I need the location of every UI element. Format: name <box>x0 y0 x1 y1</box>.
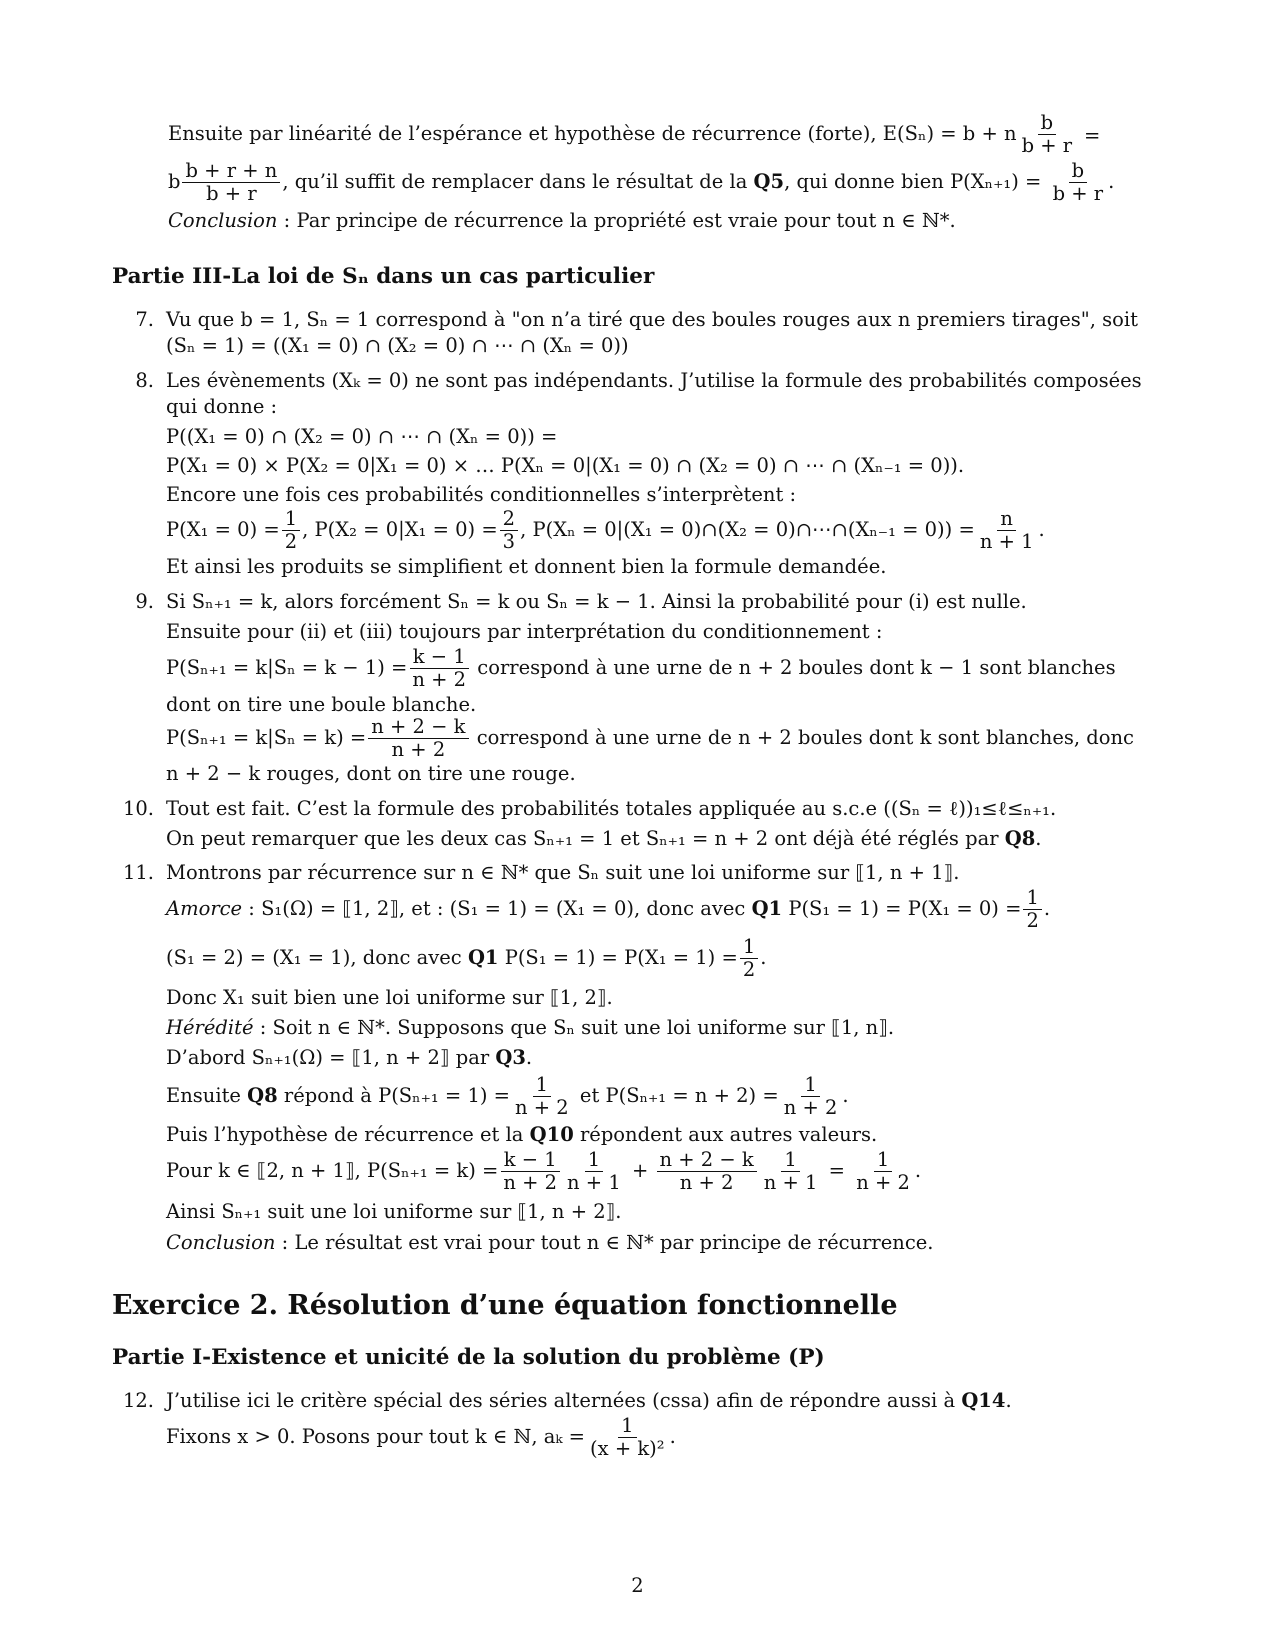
frac-num: k − 1 <box>501 1149 560 1172</box>
frac-den: b + r <box>1021 134 1073 157</box>
period: . <box>669 1425 676 1448</box>
fraction <box>409 646 469 691</box>
frac-num: 1 <box>781 1149 799 1172</box>
frac-den: b + r <box>206 182 257 205</box>
period: . <box>914 1159 922 1182</box>
q9-line-4: dont on tire une boule blanche. <box>166 693 477 716</box>
frac-num: 1 <box>533 1074 551 1097</box>
frac-num: 1 <box>740 936 758 959</box>
equals-sign: = <box>828 1159 846 1182</box>
period: . <box>1005 1389 1012 1412</box>
frac-num: 1 <box>1023 887 1041 910</box>
q7-number: 7. <box>135 308 154 331</box>
q11-line-11 <box>166 1231 934 1255</box>
period: . <box>760 946 767 969</box>
frac-num: 1 <box>282 508 300 531</box>
frac-den: n + 2 <box>515 1096 569 1119</box>
frac-num: 1 <box>874 1149 892 1172</box>
q11-line-10: Ainsi Sₙ₊₁ suit une loi uniforme sur ⟦1, n + 2⟧. <box>166 1200 622 1223</box>
q11-line-6 <box>166 1046 532 1070</box>
formula-part: P(S₁ = 1) = P(X₁ = 1) = <box>498 946 738 969</box>
intro-eq: = <box>1084 124 1101 147</box>
formula-part: Fixons x > 0. Posons pour tout k ∈ ℕ, aₖ = <box>166 1425 586 1448</box>
q9-line-2: Ensuite pour (ii) et (iii) toujours par interprétation du conditionnement : <box>166 620 883 643</box>
fraction <box>1023 887 1041 932</box>
fraction <box>853 1149 913 1194</box>
fraction <box>368 716 468 761</box>
q11-line-4: Donc X₁ suit bien une loi uniforme sur ⟦1, 2⟧. <box>166 986 613 1009</box>
fraction <box>587 1415 668 1460</box>
fraction <box>657 1149 757 1194</box>
fraction <box>500 1149 560 1194</box>
intro-conclusion <box>168 209 956 233</box>
q10-line-2 <box>166 827 1041 851</box>
q11-line-5 <box>166 1016 894 1040</box>
conclusion-label: Conclusion <box>168 209 278 232</box>
frac-num: b <box>1038 112 1056 135</box>
amorce-label: Amorce <box>166 897 243 920</box>
formula-text: J’utilise ici le critère spécial des séries alternées (cssa) afin de répondre aussi à <box>166 1389 962 1412</box>
q11-line-1: Montrons par récurrence sur n ∈ ℕ* que Sₙ suit une loi uniforme sur ⟦1, n + 1⟧. <box>166 861 960 884</box>
fraction <box>500 508 518 553</box>
q9-number: 9. <box>135 590 154 613</box>
frac-num: 1 <box>585 1149 603 1172</box>
q10-line-1: Tout est fait. C’est la formule des probabilités totales appliquée au s.c.e ((Sₙ = ℓ))₁≤ℓ≤ₙ₊₁. <box>166 797 1057 820</box>
formula-text: : Soit n ∈ ℕ*. Supposons que Sₙ suit une loi uniforme sur ⟦1, n⟧. <box>253 1016 895 1039</box>
formula-text: Puis l’hypothèse de récurrence et la <box>166 1123 530 1146</box>
formula-part: , P(Xₙ = 0|(X₁ = 0)∩(X₂ = 0)∩⋯∩(Xₙ₋₁ = 0)) = <box>520 518 975 541</box>
formula-text: correspond à une urne de n + 2 boules dont k − 1 sont blanches <box>471 656 1116 679</box>
frac-den: b + r <box>1052 182 1104 205</box>
period: . <box>842 1084 849 1107</box>
q10-number: 10. <box>122 797 154 820</box>
formula-part: P(S₁ = 1) = P(X₁ = 0) = <box>782 897 1022 920</box>
q9-line-6: n + 2 − k rouges, dont on tire une rouge. <box>166 762 576 785</box>
period: . <box>1038 518 1045 541</box>
frac-den: n + 2 <box>503 1171 558 1194</box>
exercise2-heading: Exercice 2. Résolution d’une équation fonctionnelle <box>112 1290 898 1321</box>
frac-num: 1 <box>618 1415 636 1438</box>
formula-part: répond à P(Sₙ₊₁ = 1) = <box>277 1084 511 1107</box>
fraction <box>282 508 300 553</box>
formula-text: correspond à une urne de n + 2 boules dont k sont blanches, donc <box>470 726 1134 749</box>
frac-num: 1 <box>801 1074 819 1097</box>
fraction <box>761 1149 821 1194</box>
question-ref: Q3 <box>495 1046 526 1069</box>
question-ref: Q1 <box>751 897 783 920</box>
question-ref: Q5 <box>753 170 785 193</box>
frac-den: n + 1 <box>567 1171 621 1194</box>
intro-pre: b <box>168 170 181 193</box>
period: . <box>1035 827 1042 850</box>
frac-num: k − 1 <box>410 646 469 669</box>
q11-number: 11. <box>122 861 154 884</box>
frac-den: (x + k)² <box>590 1437 665 1460</box>
fraction <box>977 508 1037 553</box>
frac-num: n + 2 − k <box>368 716 468 739</box>
q11-line-3 <box>166 936 766 981</box>
fraction <box>1019 112 1076 157</box>
frac-den: 2 <box>1026 909 1039 932</box>
period: . <box>1043 897 1051 920</box>
q9-line-5 <box>166 716 1134 761</box>
conclusion-text: : Le résultat est vrai pour tout n ∈ ℕ* par principe de récurrence. <box>275 1231 934 1254</box>
frac-num: n + 2 − k <box>657 1149 757 1172</box>
frac-den: n + 2 <box>856 1171 910 1194</box>
frac-den: n + 2 <box>391 738 446 761</box>
question-ref: Q10 <box>529 1123 574 1146</box>
formula-part: P(Sₙ₊₁ = k|Sₙ = k) = <box>166 726 367 749</box>
frac-num: b <box>1069 160 1087 183</box>
plus-sign: + <box>631 1159 649 1182</box>
q8-line-2: qui donne : <box>166 395 278 418</box>
formula-part: , P(X₂ = 0|X₁ = 0) = <box>302 518 498 541</box>
frac-den: 2 <box>284 530 298 553</box>
frac-num: n <box>997 508 1016 531</box>
formula-part: P(Sₙ₊₁ = k|Sₙ = k − 1) = <box>166 656 408 679</box>
frac-den: 2 <box>742 958 756 981</box>
q8-line-6 <box>166 508 1045 553</box>
fraction <box>182 160 280 205</box>
fraction <box>564 1149 624 1194</box>
q11-line-7 <box>166 1074 849 1119</box>
page-number: 2 <box>631 1574 644 1597</box>
intro-text-1: Ensuite par linéarité de l’espérance et hypothèse de récurrence (forte), E(Sₙ) = b + n <box>168 122 1017 145</box>
q12-line-1 <box>166 1389 1012 1413</box>
frac-den: n + 2 <box>783 1096 838 1119</box>
frac-den: n + 1 <box>763 1171 818 1194</box>
question-ref: Q1 <box>467 946 499 969</box>
formula-text: D’abord Sₙ₊₁(Ω) = ⟦1, n + 2⟧ par <box>166 1046 496 1069</box>
question-ref: Q14 <box>961 1389 1006 1412</box>
part3-heading: Partie III-La loi de Sₙ dans un cas particulier <box>112 264 655 289</box>
frac-den: n + 1 <box>979 530 1034 553</box>
formula-text: (S₁ = 2) = (X₁ = 1), donc avec <box>166 946 468 969</box>
frac-den: n + 2 <box>412 668 467 691</box>
formula-text: : S₁(Ω) = ⟦1, 2⟧, et : (S₁ = 1) = (X₁ = 0), donc avec <box>242 897 752 920</box>
fraction <box>512 1074 572 1119</box>
formula-part: et P(Sₙ₊₁ = n + 2) = <box>573 1084 779 1107</box>
fraction <box>1050 160 1107 205</box>
frac-den: n + 2 <box>679 1171 734 1194</box>
q8-line-4: P(X₁ = 0) × P(X₂ = 0|X₁ = 0) × … P(Xₙ = 0|(X₁ = 0) ∩ (X₂ = 0) ∩ ⋯ ∩ (Xₙ₋₁ = 0)). <box>166 454 965 477</box>
frac-num: 2 <box>500 508 518 531</box>
formula-part: P(X₁ = 0) = <box>166 518 280 541</box>
q12-number: 12. <box>122 1389 154 1412</box>
question-ref: Q8 <box>247 1084 278 1107</box>
q12-line-2 <box>166 1415 676 1460</box>
frac-num: b + r + n <box>182 160 280 183</box>
q9-line-1: Si Sₙ₊₁ = k, alors forcément Sₙ = k ou Sₙ = k − 1. Ainsi la probabilité pour (i) est nulle. <box>166 590 1027 613</box>
frac-den: 3 <box>502 530 516 553</box>
q11-line-8 <box>166 1123 877 1147</box>
q8-line-7: Et ainsi les produits se simplifient et donnent bien la formule demandée. <box>166 555 887 578</box>
heredite-label: Hérédité <box>166 1016 254 1039</box>
intro-text-3: , qui donne bien P(Xₙ₊₁) = <box>784 170 1042 193</box>
intro-line-2 <box>168 160 1114 205</box>
fraction <box>781 1074 841 1119</box>
period: . <box>1108 170 1115 193</box>
conclusion-text: : Par principe de récurrence la propriété est vraie pour tout n ∈ ℕ*. <box>277 209 956 232</box>
fraction <box>740 936 758 981</box>
q8-line-1: Les évènements (Xₖ = 0) ne sont pas indépendants. J’utilise la formule des probabilités composées <box>166 369 1142 392</box>
intro-text-2: , qu’il suffit de remplacer dans le résultat de la <box>282 170 748 193</box>
part1-heading: Partie I-Existence et unicité de la solution du problème (P) <box>112 1345 825 1370</box>
conclusion-label: Conclusion <box>166 1231 276 1254</box>
intro-line-1 <box>168 111 1101 157</box>
question-ref: Q8 <box>1004 827 1036 850</box>
q7-line-2: (Sₙ = 1) = ((X₁ = 0) ∩ (X₂ = 0) ∩ ⋯ ∩ (Xₙ = 0)) <box>166 334 629 357</box>
q8-line-5: Encore une fois ces probabilités conditionnelles s’interprètent : <box>166 483 797 506</box>
formula-text: Ensuite <box>166 1084 248 1107</box>
formula-text: répondent aux autres valeurs. <box>573 1123 878 1146</box>
q9-line-3 <box>166 646 1116 691</box>
q11-line-2 <box>166 887 1050 932</box>
period: . <box>525 1046 533 1069</box>
q8-number: 8. <box>135 369 154 392</box>
formula-text: On peut remarquer que les deux cas Sₙ₊₁ = 1 et Sₙ₊₁ = n + 2 ont déjà été réglés par <box>166 827 1005 850</box>
formula-part: Pour k ∈ ⟦2, n + 1⟧, P(Sₙ₊₁ = k) = <box>166 1159 499 1182</box>
q11-line-9 <box>166 1149 921 1194</box>
q7-line-1: Vu que b = 1, Sₙ = 1 correspond à "on n’a tiré que des boules rouges aux n premiers tirages", soit <box>166 308 1138 331</box>
q8-line-3: P((X₁ = 0) ∩ (X₂ = 0) ∩ ⋯ ∩ (Xₙ = 0)) = <box>166 425 558 448</box>
